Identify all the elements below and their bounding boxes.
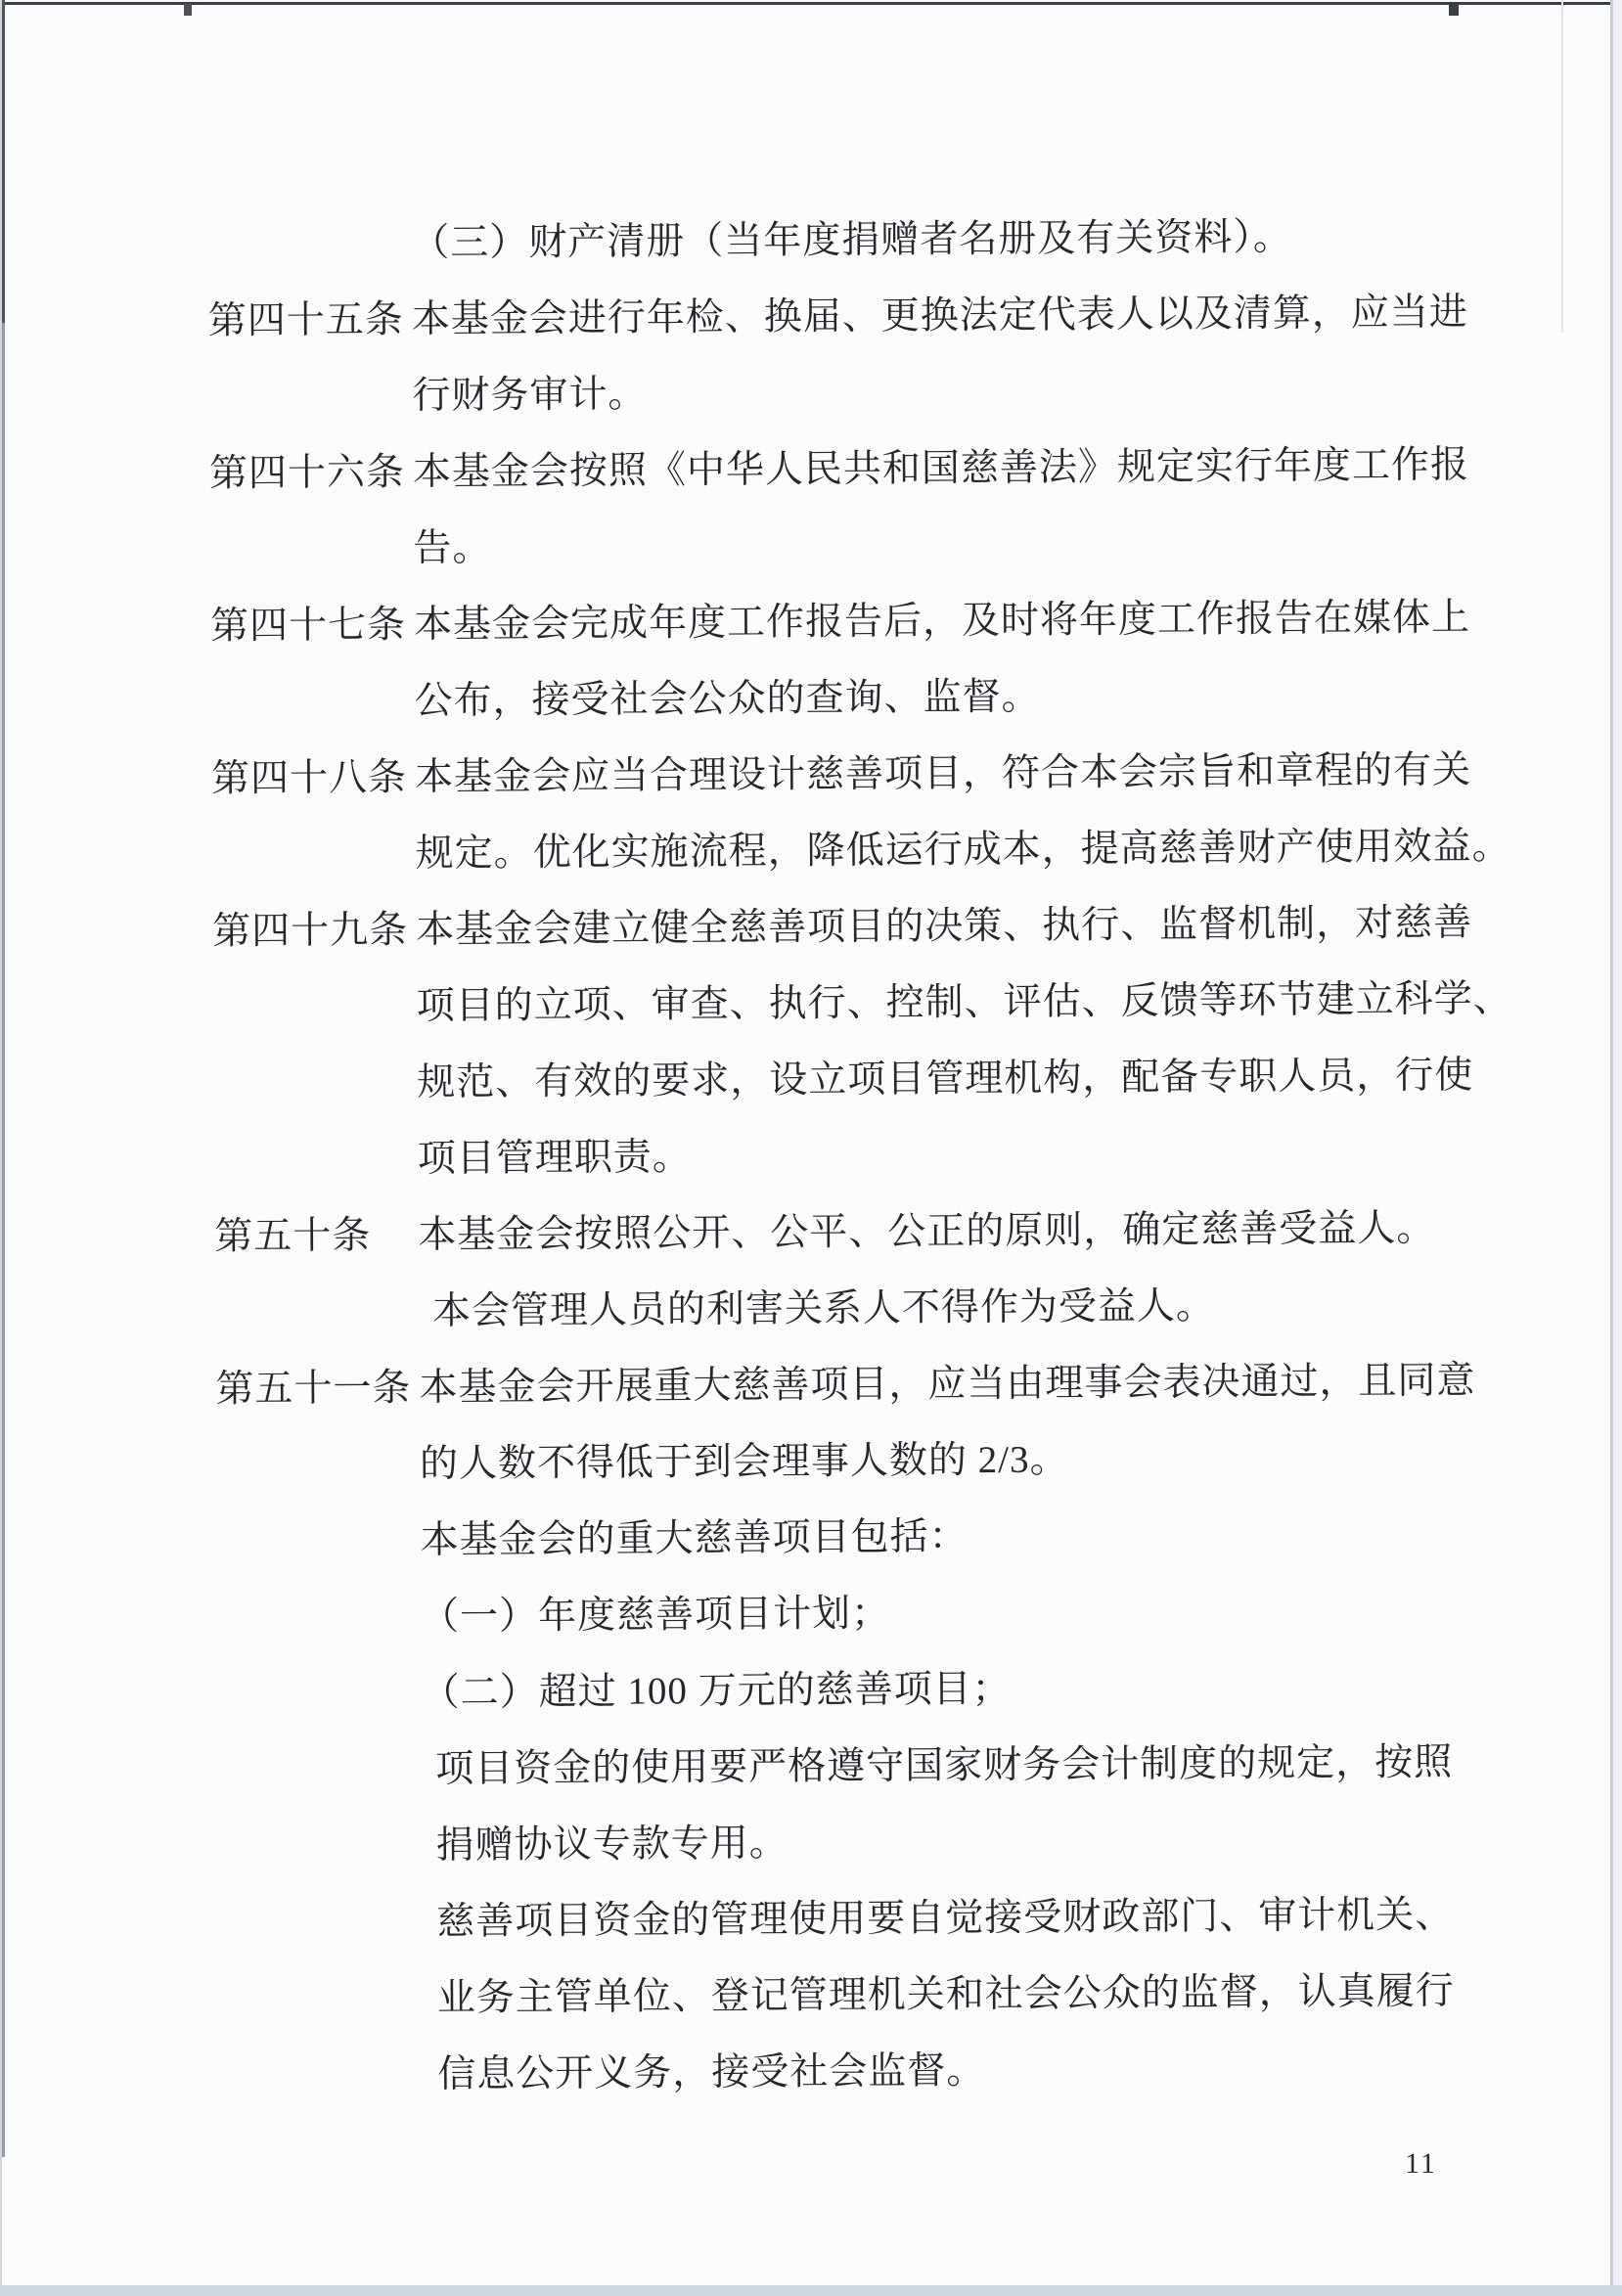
text-line [13, 2028, 1622, 2116]
article-number: 第四十八条 [210, 756, 408, 800]
text-line [6, 1036, 1622, 1124]
line-text: 行财务审计。 [412, 373, 648, 418]
article-number: 第四十五条 [207, 298, 404, 342]
line-text: 的人数不得低于到会理事人数的 2/3。 [419, 1438, 1069, 1486]
text-line [8, 1265, 1622, 1353]
line-text: （一）年度慈善项目计划； [420, 1592, 891, 1639]
line-text: 本基金会开展重大慈善项目，应当由理事会表决通过，且同意 [419, 1359, 1476, 1410]
article-number: 第五十条 [214, 1214, 372, 1258]
line-text: 本基金会按照《中华人民共和国慈善法》规定实行年度工作报 [412, 443, 1470, 494]
text-line [11, 1723, 1622, 1811]
line-text: 信息公开义务，接受社会监督。 [437, 2049, 986, 2096]
line-text: 规定。优化实施流程，降低运行成本，提高慈善财产使用效益。 [415, 825, 1511, 876]
line-text: 公布，接受社会公众的查询、监督。 [414, 675, 1041, 723]
line-text: 本基金会完成年度工作报告后，及时将年度工作报告在媒体上 [413, 596, 1471, 647]
line-text: 本基金会建立健全慈善项目的决策、执行、监督机制，对慈善 [416, 901, 1473, 952]
text-line [5, 961, 1622, 1049]
page-number: 11 [1405, 2147, 1437, 2180]
line-text: 项目资金的使用要严格遵守国家财务会计制度的规定，按照 [435, 1740, 1454, 1791]
line-text: 本基金会的重大慈善项目包括： [420, 1515, 969, 1562]
text-line [8, 1341, 1622, 1429]
line-text: 项目管理职责。 [417, 1136, 692, 1181]
text-line [11, 1799, 1622, 1887]
document-body [0, 198, 1622, 2117]
text-line [4, 732, 1622, 820]
article-number: 第四十六条 [208, 451, 406, 495]
line-text: 规范、有效的要求，设立项目管理机构，配备专职人员，行使 [417, 1054, 1474, 1104]
text-line [3, 655, 1622, 743]
line-text: 项目的立项、审查、执行、控制、评估、反馈等环节建立科学、 [416, 977, 1512, 1028]
line-text: 本会管理人员的利害关系人不得作为受益人。 [431, 1284, 1216, 1333]
line-text: 本基金会按照公开、公平、公正的原则，确定慈善受益人。 [418, 1206, 1436, 1257]
line-text: 本基金会应当合理设计慈善项目，符合本会宗旨和章程的有关 [414, 748, 1472, 799]
text-line [9, 1494, 1622, 1582]
text-line [13, 1952, 1622, 2040]
text-line [3, 579, 1622, 667]
text-line [12, 1875, 1622, 1963]
text-line [2, 427, 1622, 515]
text-line [1, 274, 1622, 362]
text-line [0, 198, 1622, 286]
text-line [9, 1418, 1622, 1506]
text-line [10, 1646, 1622, 1734]
article-number: 第五十一条 [215, 1367, 412, 1411]
line-text: 慈善项目资金的管理使用要自觉接受财政部门、审计机关、 [436, 1893, 1455, 1944]
line-text: （二）超过 100 万元的慈善项目； [421, 1667, 1012, 1715]
text-line [5, 884, 1622, 972]
line-text: 本基金会进行年检、换届、更换法定代表人以及清算，应当进 [411, 291, 1468, 341]
text-line [7, 1189, 1622, 1277]
scan-artifact-tick [184, 4, 192, 16]
text-line [10, 1570, 1622, 1658]
line-text: 告。 [413, 526, 492, 570]
page-top-edge [0, 2, 1610, 5]
line-text: 业务主管单位、登记管理机关和社会公众的监督，认真履行 [436, 1969, 1455, 2020]
scan-artifact-tick [1449, 3, 1459, 16]
scanner-bed-strip [0, 2285, 1622, 2296]
text-line [7, 1112, 1622, 1200]
line-text: 捐赠协议专款专用。 [435, 1822, 788, 1868]
text-line [1, 350, 1622, 438]
text-line [2, 503, 1622, 591]
article-number: 第四十九条 [212, 909, 409, 953]
text-line [4, 808, 1622, 896]
line-text: （三）财产清册（当年度捐赠者名册及有关资料）。 [411, 215, 1292, 265]
article-number: 第四十七条 [209, 604, 407, 648]
